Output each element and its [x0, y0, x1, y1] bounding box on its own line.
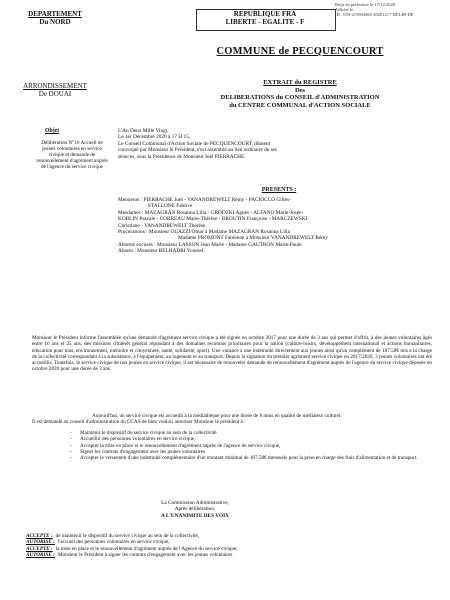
decision-keyword: ACCEPTE :	[26, 545, 53, 552]
department-name: Du NORD	[39, 18, 71, 26]
arrondissement-name: De DOUAI	[38, 90, 72, 98]
commission-line: Après délibération,	[174, 506, 216, 513]
extract-line: DELIBERATIONS du CONSEIL d'ADMINISTRATION	[220, 94, 380, 102]
presents-line: Procurations : Monsieur OUAZZI Omar à Madame MAZAGRAN Rosanna Lilia	[118, 229, 290, 236]
presents-line: STALLONE Fabrice	[148, 203, 193, 210]
presents-line: Absent : Monsieur BELHADRI Youssef.	[118, 248, 205, 255]
department-label: DEPARTEMENT	[28, 10, 82, 18]
republic-header	[196, 10, 334, 26]
list-item: - Accueillir des personnes volontaires en service civique,	[70, 436, 430, 442]
decision-line	[26, 552, 426, 558]
authorization-list	[70, 430, 430, 461]
transmission-line: Reçu en préfecture le 17/12/2020	[335, 2, 395, 7]
intro-paragraph	[118, 128, 440, 160]
decision-text: la mise en place et le renouvellement d'agrément auprès de l'Agence du service civique,	[55, 545, 238, 552]
decision-text: de maintenir le dispositif du service civique au sein de la collectivité,	[55, 533, 200, 539]
extract-line: EXTRAIT du REGISTRE	[263, 79, 337, 86]
decision-text: l'accueil des personnes volontaires en service civique,	[57, 539, 170, 546]
intro-line: L'An Deux Mille Vingt,	[118, 128, 169, 134]
presents-line: KOBLIN Pascale - CORREAU Marie-Thérèse - BROUTIN Françoise - MARCZEWSKI	[118, 216, 308, 223]
transmission-header	[335, 2, 447, 17]
republic-motto: LIBERTE - EGALITE - F	[225, 18, 305, 26]
body-line: Aujourd'hui, un service civique est accueilli à la médiathèque pour une durée de 8 mois en qualité de médiateur culturel.	[92, 413, 342, 419]
list-item: - Accepter le versement d'une indemnité complémentaire d'un montant minimal de 107.58€ mensuels pour la prise en charge des frais d'alimentation et de transport.	[70, 455, 430, 461]
presents-line: Madame FROMONT Fabienne à Monsieur VANANDREWELT Rémy	[178, 235, 329, 242]
republic-line: REPUBLIQUE FRA	[233, 10, 297, 18]
commission-vote: A L'UNANIMITE DES VOIX	[161, 512, 229, 519]
list-item: - Maintenir le dispositif du service civique au sein de la collectivité	[70, 430, 430, 436]
transmission-line: Affiché le	[335, 7, 354, 12]
objet-text: Délibération N°16 Accueil de jeunes volontaires en service civique et demande de renouvellement d'agrément auprès de l'agence du service civique	[36, 140, 108, 171]
decision-keyword: ACCEPTE :	[26, 533, 53, 539]
body-paragraph: Monsieur le Président informe l'assemblée qu'une demande d'agrément service civique a été signée en octobre 2017 pour une durée de 3 ans qui permet d'offrir, à des jeunes volontaires âgés entre 16 ans et 25 ans, des missions d'intérêt général répondant à des domaines reconnus prioritaires pour la nation (culture-loisirs, développement international et actions humanitaires, éducation pour tous, environnement, mémoire et citoyenneté, santé, solidarité, sport). Une vacance à une indemnité directement aux jeunes ainsi qu'un complément de 107.58€ mis à la charge de la collectivité correspondant à la subsistance, à l'équipement, au logement et au transport. Depuis la signature du premier agrément service civique en 2017/2020, 3 jeunes volontaires ont été accueillis. Toutefois, le service civique de nos jeunes en service civique, il est nécessaire de renouveler demande de renouvellement d'agrément auprès de l'agence du service civique déposée en octobre 2020 pour une durée de 3 ans.	[32, 335, 432, 373]
intro-line: convoqué par Monsieur le Président, s'est assemblé au lieu ordinaire de ses	[118, 147, 277, 154]
commission-line: La Commission Administrative,	[161, 500, 229, 506]
presents-title: PRESENTS :	[261, 187, 297, 193]
presents-line: Mesdames : MAZAGRAN Rosanna Lilia - GRODZKI Agnès - ALFANO Marie-Josée-	[118, 209, 304, 216]
decision-text: Monsieur le Président à signer les contrats d'engagement avec les jeunes volontaires	[57, 551, 233, 558]
presents-line: Christiane - VANANDREWELT Thérèse.	[118, 222, 207, 229]
arrondissement-label: ARRONDISSEMENT	[23, 82, 87, 90]
presents-list	[118, 197, 440, 255]
body-line: Il est demandé au conseil d'administration du CCAS de bien vouloir autoriser Monsieur le président à :	[32, 419, 246, 426]
register-extract-title	[160, 79, 440, 109]
list-item: - Signer les contrats d'engagement avec les jeunes volontaires	[70, 449, 430, 455]
transmission-line: ID : 059-215904565-20201217-DELIB-DE	[335, 12, 414, 17]
commission-block	[115, 500, 275, 519]
arrondissement-header	[10, 82, 100, 98]
presents-line: Messieurs : PIERRACHE Joël - VANANDREWELT Rémy - PACIOCCO Gilles-	[118, 197, 291, 203]
presents-line: Absents excusés : Monsieur LASSON Jean Marie - Madame GAUTRON Marie-Paule	[118, 241, 302, 248]
intro-line: séances, sous la Présidence de Monsieur Joël PIERRACHE.	[118, 153, 246, 160]
intro-line: Le 1er Décembre 2020 à 17 H 15,	[118, 134, 191, 141]
decision-keyword: AUTORISE :	[26, 551, 55, 558]
decisions	[26, 533, 426, 558]
extract-line: du CENTRE COMMUNAL d'ACTION SOCIALE	[229, 101, 371, 109]
body-paragraph-2	[32, 413, 432, 426]
decision-keyword: AUTORISE :	[26, 539, 55, 546]
department-header	[10, 10, 100, 26]
commune-title: COMMUNE de PECQUENCOURT	[216, 46, 384, 57]
objet-title: Objet	[45, 128, 60, 134]
extract-line: Des	[294, 86, 306, 94]
intro-line: Le Conseil Communal d'Action Sociale de PECQUENCOURT, dûment	[118, 140, 271, 147]
list-item: - Accepter la mise en place et le renouvellement d'agrément auprès de l'agence du service civique,	[70, 443, 430, 449]
